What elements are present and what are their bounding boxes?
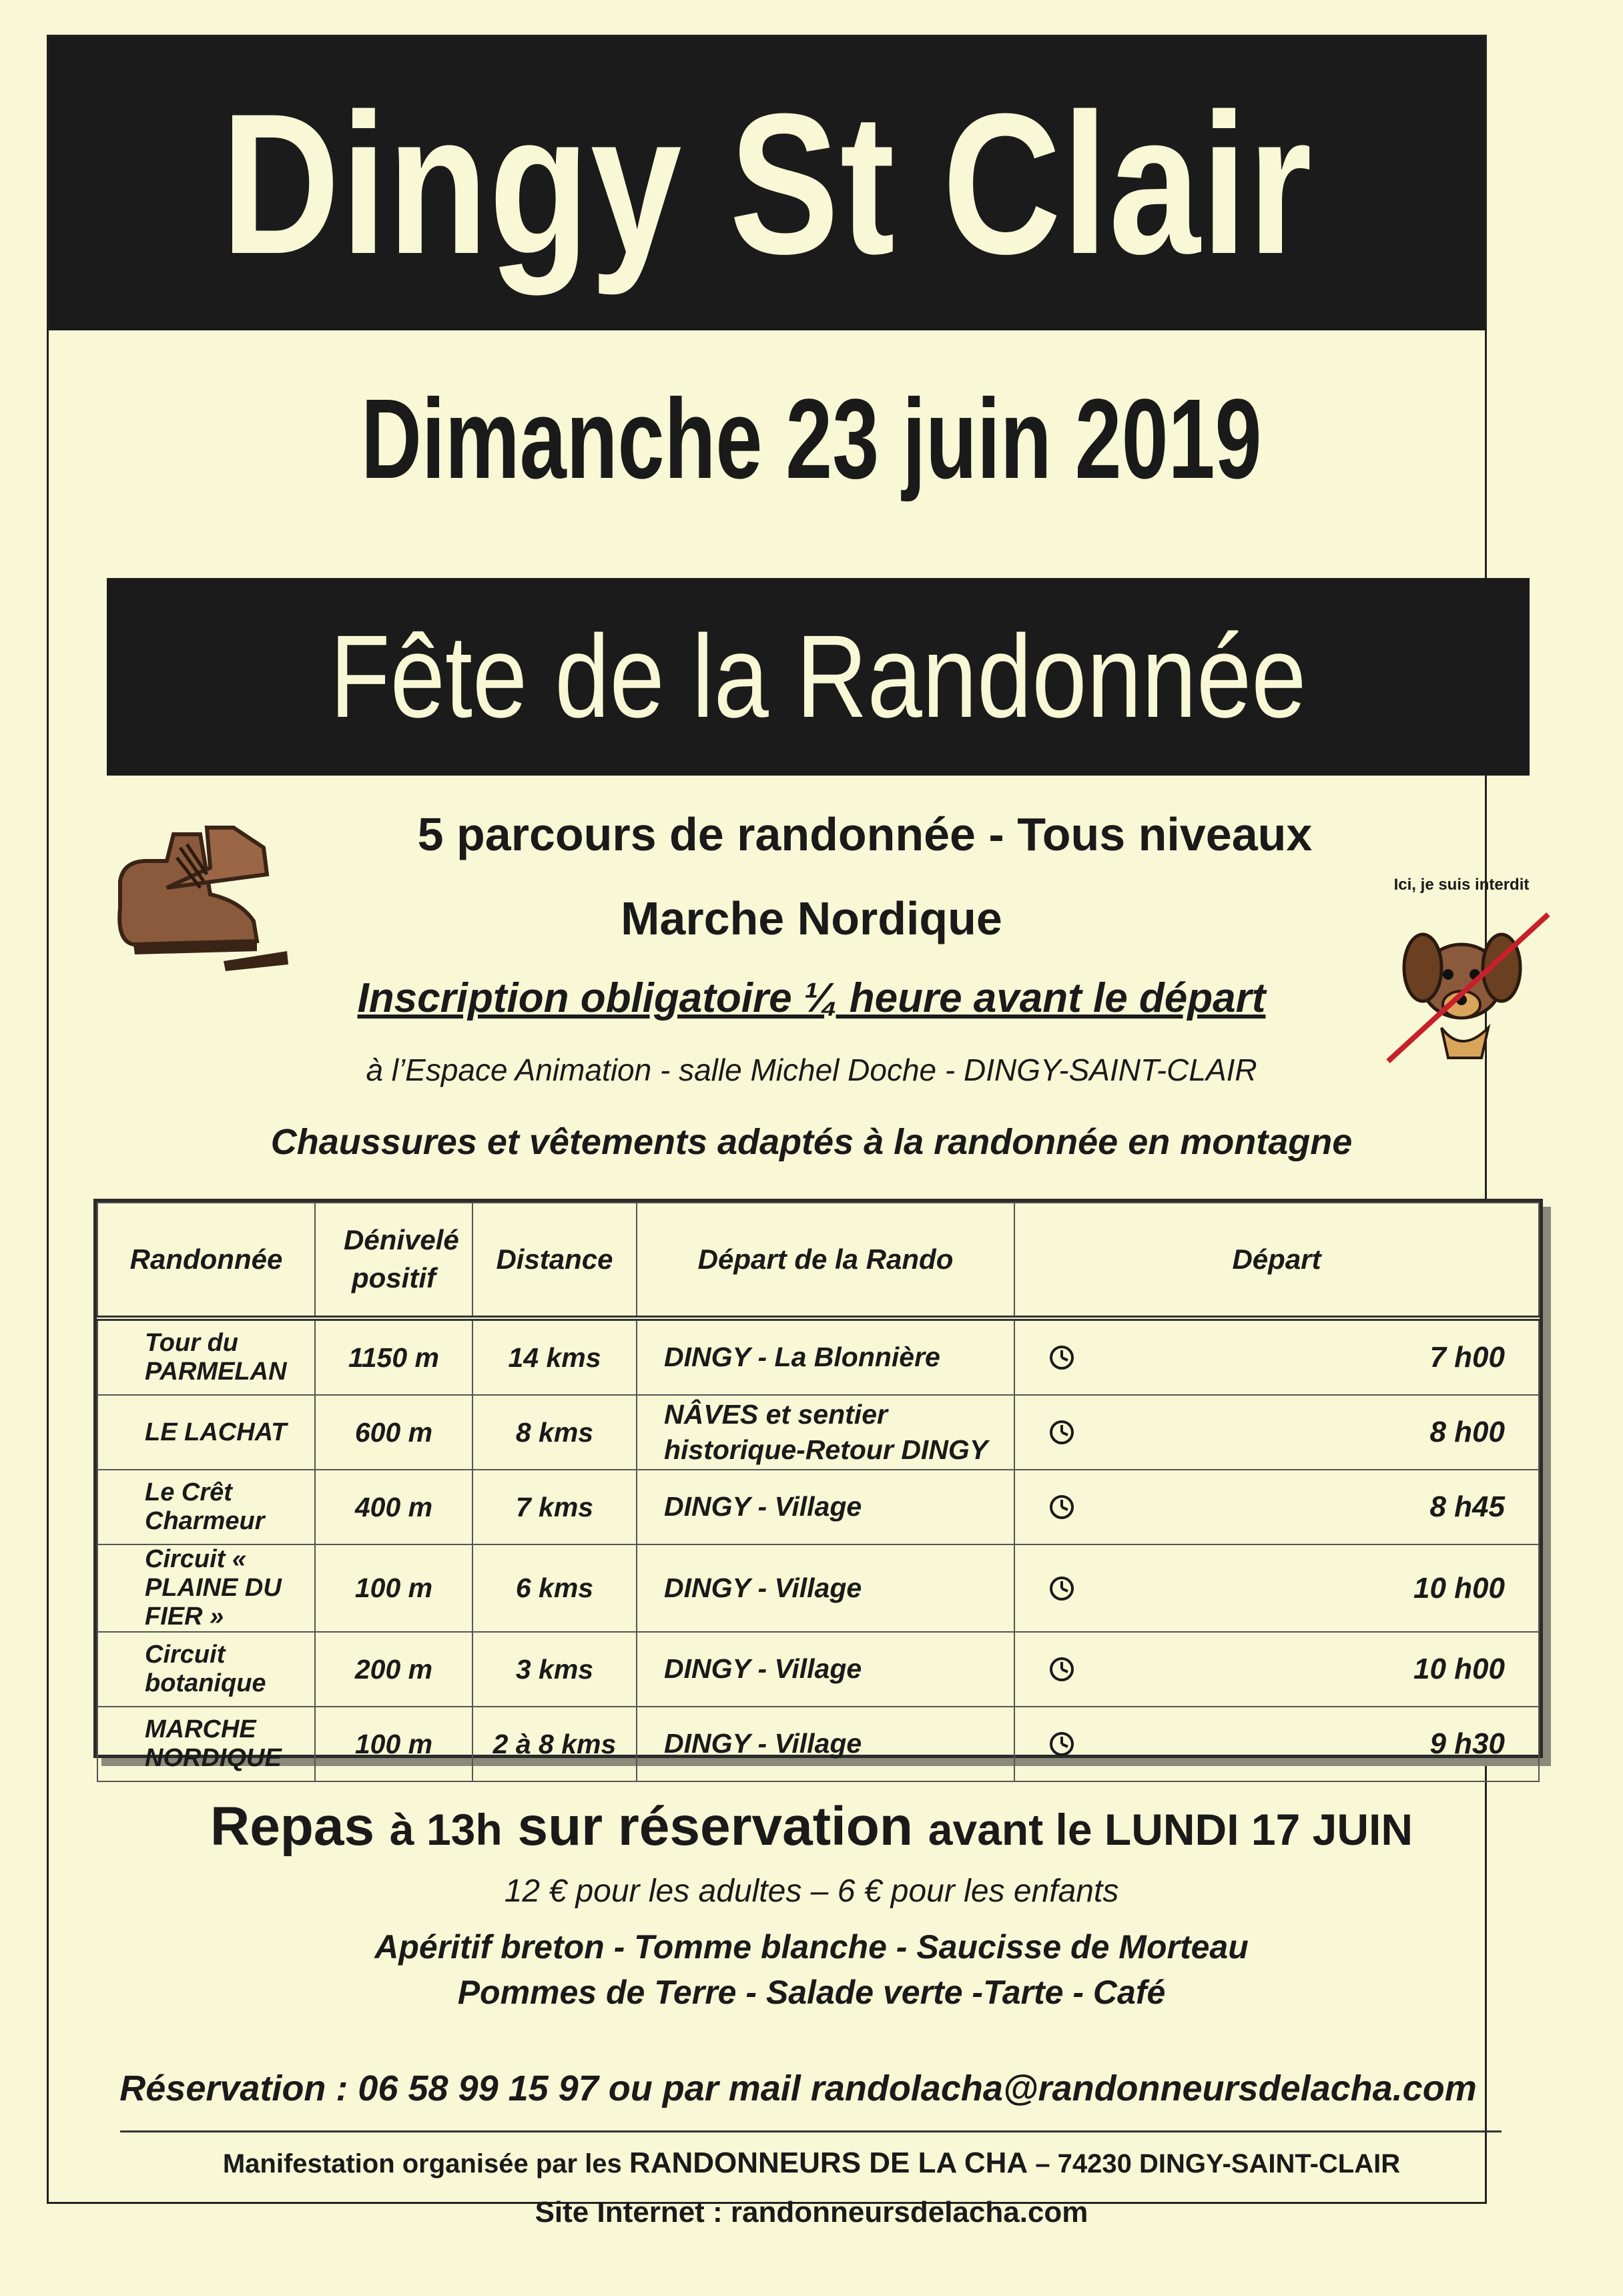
distance-value: 3 kms bbox=[472, 1632, 637, 1707]
event-banner bbox=[107, 578, 1530, 776]
rando-name: LE LACHAT bbox=[97, 1395, 315, 1470]
header-depart-rando: Départ de la Rando bbox=[637, 1203, 1014, 1318]
distance-value: 8 kms bbox=[472, 1395, 637, 1470]
header-denivele bbox=[315, 1203, 472, 1318]
header-denivele-text: Dénivelé positif bbox=[344, 1224, 459, 1294]
depart-heure-text: 10 h00 bbox=[1413, 1653, 1505, 1685]
inscription-line: Inscription obligatoire ¼ heure avant le départ bbox=[357, 975, 1266, 1021]
clock-icon bbox=[1048, 1731, 1075, 1757]
menu-line-2: Pommes de Terre - Salade verte -Tarte - Café bbox=[457, 1974, 1166, 2011]
depart-lieu: DINGY - Village bbox=[637, 1707, 1014, 1781]
rando-name: Circuit « PLAINE DU FIER » bbox=[97, 1544, 315, 1632]
lieu-line: à l’Espace Animation - salle Michel Doche - DINGY-SAINT-CLAIR bbox=[366, 1053, 1257, 1087]
organisation-line bbox=[0, 2146, 1623, 2180]
prix-line: 12 € pour les adultes – 6 € pour les enfants bbox=[504, 1874, 1119, 1909]
depart-heure bbox=[1014, 1318, 1539, 1395]
header-distance: Distance bbox=[472, 1203, 637, 1318]
dog-caption: Ici, je suis interdit bbox=[1393, 876, 1530, 894]
equipement-line: Chaussures et vêtements adaptés à la randonnée en montagne bbox=[270, 1122, 1353, 1162]
depart-lieu: DINGY - Village bbox=[637, 1632, 1014, 1707]
depart-heure bbox=[1014, 1470, 1539, 1544]
repas-word: Repas bbox=[210, 1796, 375, 1857]
rando-name: Tour du PARMELAN bbox=[97, 1318, 315, 1395]
repas-time: à 13h bbox=[389, 1805, 503, 1854]
distance-value: 2 à 8 kms bbox=[472, 1707, 637, 1781]
clock-icon bbox=[1048, 1419, 1075, 1446]
event-date bbox=[0, 374, 1623, 505]
depart-heure-text: 8 h00 bbox=[1429, 1416, 1505, 1448]
distance-value: 6 kms bbox=[472, 1544, 637, 1632]
menu-line-1: Apéritif breton - Tomme blanche - Saucisse de Morteau bbox=[374, 1928, 1249, 1966]
site-line: Site Internet : randonneursdelacha.com bbox=[535, 2196, 1088, 2229]
header-randonnee: Randonnée bbox=[97, 1203, 315, 1318]
table-row bbox=[97, 1632, 1539, 1707]
depart-heure bbox=[1014, 1395, 1539, 1470]
denivele-value: 1150 m bbox=[315, 1318, 472, 1395]
depart-heure-text: 9 h30 bbox=[1429, 1727, 1505, 1760]
event-name: Fête de la Randonnée bbox=[330, 611, 1307, 742]
distance-value: 7 kms bbox=[472, 1470, 637, 1544]
depart-lieu: NÂVES et sentier historique-Retour DINGY bbox=[637, 1395, 1014, 1470]
orga-name: RANDONNEURS DE LA CHA bbox=[629, 2146, 1028, 2179]
event-date-text: Dimanche 23 juin 2019 bbox=[361, 376, 1262, 503]
clock-icon bbox=[1048, 1656, 1075, 1683]
repas-reservation: sur réservation bbox=[517, 1796, 913, 1857]
repas-deadline: avant le LUNDI 17 JUIN bbox=[928, 1805, 1413, 1854]
depart-heure bbox=[1014, 1544, 1539, 1632]
depart-heure-text: 8 h45 bbox=[1429, 1490, 1505, 1523]
orga-prefix: Manifestation organisée par les bbox=[222, 2149, 622, 2179]
footer-divider bbox=[120, 2130, 1502, 2132]
denivele-value: 100 m bbox=[315, 1707, 472, 1781]
depart-lieu: DINGY - Village bbox=[637, 1544, 1014, 1632]
table-row bbox=[97, 1707, 1539, 1781]
depart-lieu: DINGY - La Blonnière bbox=[637, 1318, 1014, 1395]
rando-name: Le Crêt Charmeur bbox=[97, 1470, 315, 1544]
orga-suffix: – 74230 DINGY-SAINT-CLAIR bbox=[1035, 2149, 1401, 2179]
denivele-value: 100 m bbox=[315, 1544, 472, 1632]
rando-name: Circuit botanique bbox=[97, 1632, 315, 1707]
header-depart: Départ bbox=[1014, 1203, 1539, 1318]
rando-name: MARCHE NORDIQUE bbox=[97, 1707, 315, 1781]
denivele-value: 200 m bbox=[315, 1632, 472, 1707]
depart-heure-text: 7 h00 bbox=[1429, 1341, 1505, 1374]
depart-heure-text: 10 h00 bbox=[1413, 1571, 1505, 1605]
table-row bbox=[97, 1470, 1539, 1544]
table-row bbox=[97, 1395, 1539, 1470]
depart-heure bbox=[1014, 1632, 1539, 1707]
parcours-line: 5 parcours de randonnée - Tous niveaux bbox=[417, 808, 1313, 860]
distance-value: 14 kms bbox=[472, 1318, 637, 1395]
denivele-value: 400 m bbox=[315, 1470, 472, 1544]
clock-icon bbox=[1048, 1575, 1075, 1602]
clock-icon bbox=[1048, 1344, 1075, 1371]
repas-line bbox=[0, 1795, 1623, 1858]
title-banner bbox=[49, 37, 1485, 330]
poster-title: Dingy St Clair bbox=[221, 71, 1313, 296]
table-header-row bbox=[97, 1203, 1539, 1318]
depart-heure bbox=[1014, 1707, 1539, 1781]
depart-lieu: DINGY - Village bbox=[637, 1470, 1014, 1544]
denivele-value: 600 m bbox=[315, 1395, 472, 1470]
table-row bbox=[97, 1318, 1539, 1395]
rando-table bbox=[93, 1199, 1543, 1772]
clock-icon bbox=[1048, 1494, 1075, 1520]
no-dogs-icon bbox=[1361, 868, 1562, 1068]
reservation-line: Réservation : 06 58 99 15 97 ou par mail randolacha@randonneursdelacha.com bbox=[119, 2068, 1477, 2108]
nordique-line: Marche Nordique bbox=[621, 892, 1002, 944]
table-row bbox=[97, 1544, 1539, 1632]
